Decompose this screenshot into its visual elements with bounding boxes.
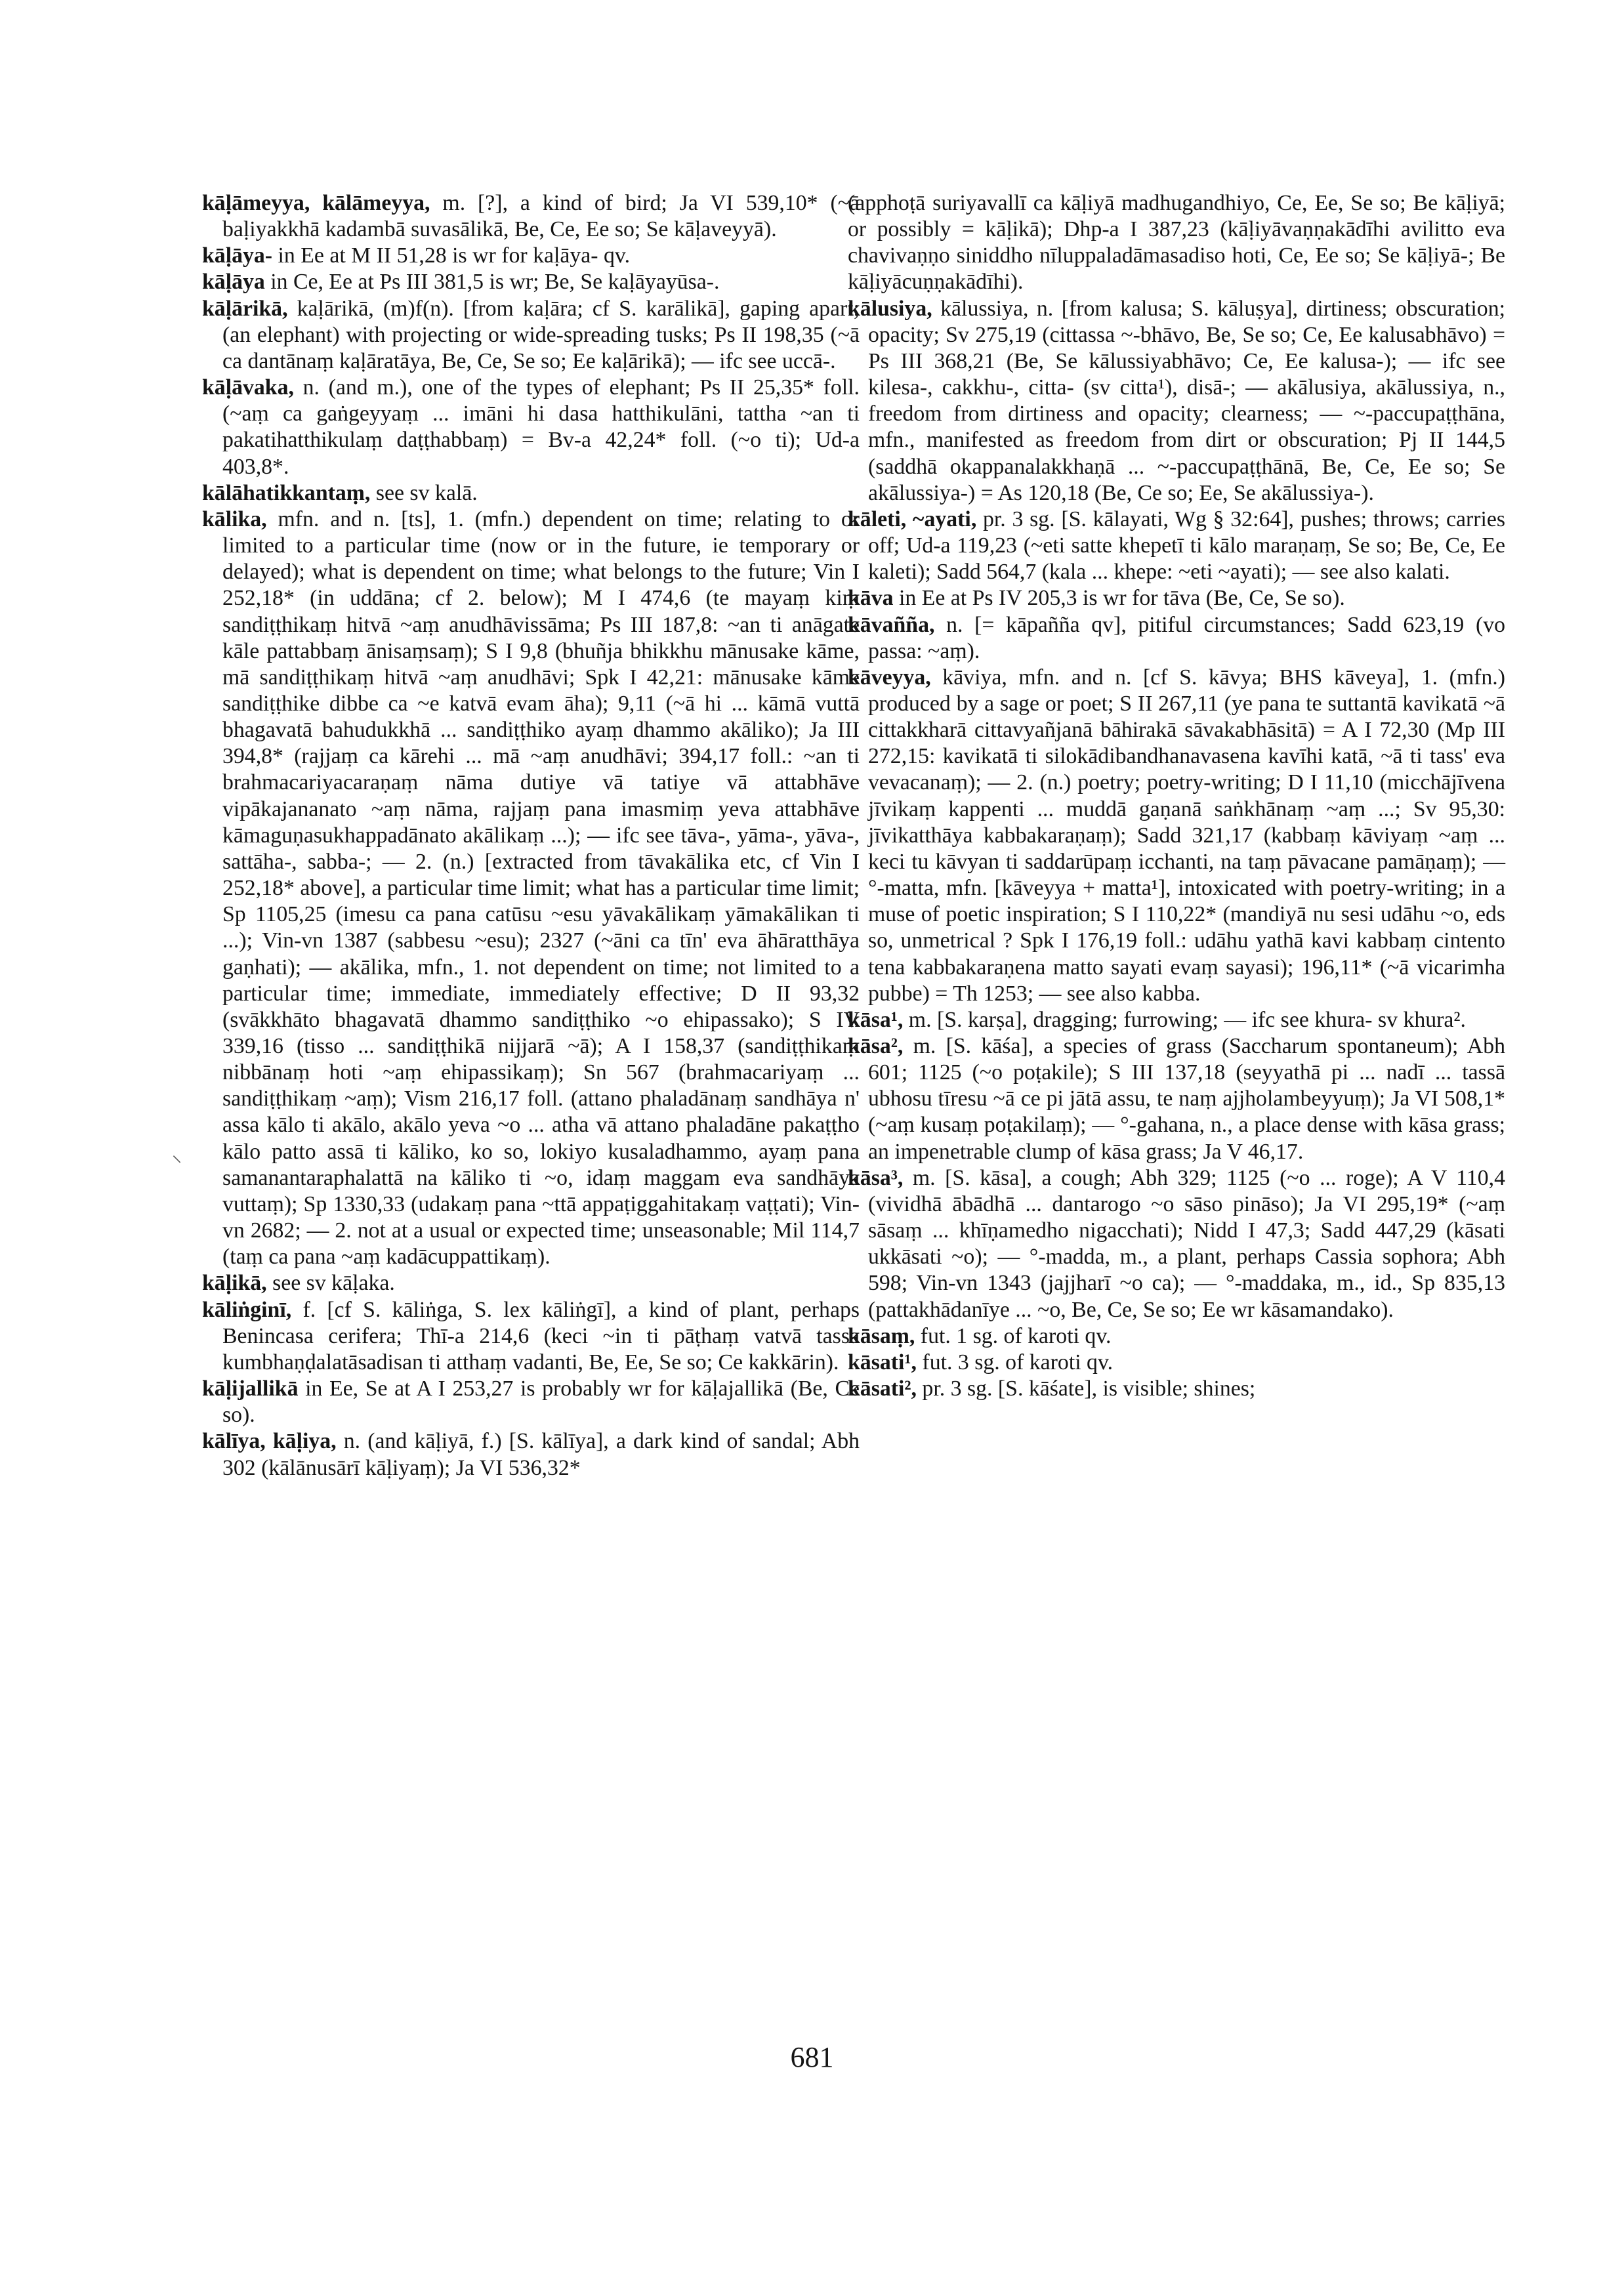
entry-headword: kālāhatikkantaṃ, (202, 480, 371, 505)
entry-headword: kāsaṃ, (848, 1323, 915, 1348)
dictionary-entry (848, 1033, 1505, 1165)
entry-headword: kāsa², (848, 1034, 904, 1058)
dictionary-entry (848, 585, 1505, 611)
entry-headword: kālika, (202, 507, 267, 531)
entry-body: see sv kāḷaka. (266, 1271, 395, 1296)
entry-body: m. [S. kāsa], a cough; Abh 329; 1125 (~o ... roge); A V 110,4 (vividhā ābādhā ... dantarogo ~o sāso pināso); Ja VI 295,19* (~aṃ sāsaṃ ... khīṇamedho nigacchati); Nidd I 47,3; Sadd 447,29 (kāsati ukkāsati ~o); — °-madda, m., a plant, perhaps Cassia sophora; Abh 598; Vin-vn 1343 (jajjharī ~o ca); — °-maddaka, m., id., Sp 835,13 (pattakhādanīye ... ~o, Be, Ce, Se so; Ee wr kāsamandako). (868, 1165, 1505, 1322)
entry-headword: kāsati¹, (848, 1350, 917, 1375)
entry-headword: kāleti, ~ayati, (848, 507, 977, 531)
dictionary-entry (202, 296, 860, 375)
entry-headword: kālusiya, (848, 296, 932, 321)
entry-headword: kāsa¹, (848, 1007, 904, 1032)
entry-body: in Ee, Se at A I 253,27 is probably wr for kāḷajallikā (Be, Ce so). (222, 1376, 860, 1428)
entry-headword: kāva (848, 586, 894, 611)
entry-headword: kāvañña, (848, 612, 935, 637)
dictionary-entry (848, 1165, 1505, 1323)
dictionary-entry (202, 1270, 860, 1296)
entry-body: pr. 3 sg. [S. kāśate], is visible; shines; (916, 1376, 1256, 1401)
dictionary-entry (848, 1350, 1505, 1376)
entry-headword: kāḷāvaka, (202, 375, 294, 400)
entry-headword: kāḷāmeyya, kālāmeyya, (202, 191, 430, 215)
entry-headword: kāḷijallikā (202, 1376, 299, 1401)
dictionary-entry (202, 480, 860, 507)
entry-headword: kāveyya, (848, 665, 931, 690)
entry-body: n. (and m.), one of the types of elephant; Ps II 25,35* foll. (~aṃ ca gaṅgeyyaṃ ... imāni hi dasa hatthikulāni, tattha ~an ti pakatihatthikulaṃ daṭṭhabbaṃ) = Bv-a 42,24* foll. (~o ti); Ud-a 403,8*. (222, 375, 860, 479)
dictionary-entry (202, 190, 860, 243)
dictionary-entry (848, 296, 1505, 507)
entry-body: f. [cf S. kāliṅga, S. lex kāliṅgī], a kind of plant, perhaps Benincasa cerifera; Thī-a 214,6 (keci ~in ti pāṭhaṃ vatvā tassa kumbhaṇḍalatāsadisan ti atthaṃ vadanti, Be, Ee, Se so; Ce kakkārin). (222, 1297, 860, 1375)
dictionary-entry (202, 375, 860, 480)
entry-headword: kāsati², (848, 1376, 917, 1401)
entry-body: n. [= kāpañña qv], pitiful circumstances; Sadd 623,19 (vo passa: ~aṃ). (868, 612, 1505, 663)
dictionary-entry (202, 507, 860, 1271)
entry-body: pr. 3 sg. [S. kālayati, Wg § 32:64], pushes; throws; carries off; Ud-a 119,23 (~eti satte khepetī ti kālo maraṇaṃ, Se so; Be, Ce, Ee kaleti); Sadd 564,7 (kala ... khepe: ~eti ~ayati); — see also kalati. (868, 507, 1505, 585)
dictionary-entry (202, 269, 860, 295)
entry-body: kāviya, mfn. and n. [cf S. kāvya; BHS kāveya], 1. (mfn.) produced by a sage or poet; S II 267,11 (ye pana te suttantā kavikatā ~ā cittakkharā cittavyañjanā bāhirakā sāvakabhāsitā) = A I 72,30 (Mp III 272,15: kavikatā ti silokādibandhanavasena kavīhi katā, ~ā ti tass' eva vevacanaṃ); — 2. (n.) poetry; poetry-writing; D I 11,10 (micchājīvena jīvikaṃ kappenti ... muddā gaṇanā saṅkhānaṃ ~aṃ ...; Sv 95,30: jīvikatthāya kabbakaraṇaṃ); Sadd 321,17 (kabbaṃ kāviyaṃ ~aṃ ... keci tu kāvyan ti saddarūpaṃ icchanti, na taṃ pāvacane pamāṇaṃ); — °-matta, mfn. [kāveyya + matta¹], intoxicated with poetry-writing; in a muse of poetic inspiration; S I 110,22* (mandiyā nu sesi udāhu ~o, eds so, unmetrical ? Spk I 176,19 foll.: udāhu yathā kavi kabbaṃ cintento tena kabbakaraṇena matto sayati evaṃ sayasi); 196,11* (~ā vicarimha pubbe) = Th 1253; — see also kabba. (868, 665, 1505, 1006)
left-column (202, 190, 860, 1481)
dictionary-entry (202, 1376, 860, 1428)
entry-body: see sv kalā. (370, 480, 478, 505)
entry-body: mfn. and n. [ts], 1. (mfn.) dependent on time; relating to or limited to a particular time (now or in the future, ie temporary or delayed); what is dependent on time; what belongs to the future; Vin I 252,18* (in uddāna; cf 2. below); M I 474,6 (te mayaṃ kiṃ sandiṭṭhikaṃ hitvā ~aṃ anudhāvissāma; Ps III 187,8: ~an ti anāgate kāle pattabbaṃ ānisaṃsaṃ); S I 9,8 (bhuñja bhikkhu mānusake kāme, mā sandiṭṭhikaṃ hitvā ~aṃ anudhāvi; Spk I 42,21: mānusake kāme sandiṭṭhike dibbe ca ~e katvā evam āha); 9,11 (~ā hi ... kāmā vuttā bhagavatā bahudukkhā ... sandiṭṭhiko ayaṃ dhammo akāliko); Ja III 394,8* (rajjaṃ ca kārehi ... mā ~aṃ anudhāvi; 394,17 foll.: ~an ti brahmacariyacaraṇaṃ nāma dutiye vā tatiye vā attabhāve vipākajananato ~aṃ nāma, rajjaṃ pana imasmiṃ yeva attabhāve kāmaguṇasukhappadānato akālikaṃ ...); — ifc see tāva-, yāma-, yāva-, sattāha-, sabba-; — 2. (n.) [extracted from tāvakālika etc, cf Vin I 252,18* above], a particular time limit; what has a particular time limit; Sp 1105,25 (imesu ca pana catūsu ~esu yāvakālikaṃ yāmakālikan ti ...); Vin-vn 1387 (sabbesu ~esu); 2327 (~āni ca tīn' eva āhāratthāya gaṇhati); — akālika, mfn., 1. not dependent on time; not limited to a particular time; immediate, immediately effective; D II 93,32 (svākkhāto bhagavatā dhammo sandiṭṭhiko ~o ehipassako); S IV 339,16 (tisso ... sandiṭṭhikā nijjarā ~ā); A I 158,37 (sandiṭṭhikaṃ nibbānaṃ hoti ~aṃ ehipassikaṃ); Sn 567 (brahmacariyaṃ ... sandiṭṭhikaṃ ~aṃ); Vism 216,17 foll. (attano phaladānaṃ sandhāya n' assa kālo ti akālo, akālo yeva ~o ... atha vā attano phaladāne pakaṭṭho kālo patto assā ti kāliko, ko so, lokiyo kusaladhammo, ayaṃ pana samanantaraphalattā na kāliko ti ~o, idaṃ maggam eva sandhāya vuttaṃ); Sp 1330,33 (udakaṃ pana ~ttā appaṭiggahitakaṃ vaṭṭati); Vin-vn 2682; — 2. not at a usual or expected time; unseasonable; Mil 114,7 (taṃ ca pana ~aṃ kadācuppattikaṃ). (222, 507, 860, 1270)
dictionary-entry (848, 612, 1505, 665)
entry-body: in Ee at Ps IV 205,3 is wr for tāva (Be, Ce, Se so). (893, 586, 1345, 611)
dictionary-entry (848, 507, 1505, 585)
entry-body: kālussiya, n. [from kalusa; S. kāluṣya], dirtiness; obscuration; opacity; Sv 275,19 (cittassa ~-bhāvo, Be, Se so; Ce, Ee kalusabhāvo) = Ps III 368,21 (Be, Se kālussiyabhāvo; Ce, Ee kalusa-); — ifc see kilesa-, cakkhu-, citta- (sv citta¹), disā-; — akālusiya, akālussiya, n., freedom from dirtiness and opacity; clearness; — ~-paccupaṭṭhāna, mfn., manifested as freedom from dirt or obscuration; Pj II 144,5 (saddhā okappanalakkhaṇā ... ~-paccupaṭṭhānā, Be, Ce, Ee so; Se akālussiya-) = As 120,18 (Be, Ce so; Ee, Se akālussiya-). (868, 296, 1505, 505)
entry-body: n. (and kāḷiyā, f.) [S. kālīya], a dark kind of sandal; Abh 302 (kālānusārī kāḷiyaṃ); Ja VI 536,32* (222, 1429, 860, 1480)
entry-headword: kāḷārikā, (202, 296, 288, 321)
entry-body: m. [S. kāśa], a species of grass (Saccharum spontaneum); Abh 601; 1125 (~o poṭakile); S III 137,18 (seyyathā pi ... nadī ... tassā ubhosu tīresu ~ā ce pi jātā assu, te naṃ ajjholambeyyuṃ); Ja VI 508,1* (~aṃ kusaṃ poṭakilaṃ); — °-gahana, n., a place dense with kāsa grass; an impenetrable clump of kāsa grass; Ja V 46,17. (868, 1034, 1505, 1164)
page-number: 681 (790, 2041, 834, 2073)
dictionary-entry (848, 1323, 1505, 1350)
entry-body: kaḷārikā, (m)f(n). [from kaḷāra; cf S. karālikā], gaping apart; (an elephant) with projecting or wide-spreading tusks; Ps II 198,35 (~ā ca dantānaṃ kaḷāratāya, Be, Ce, Se so; Ee kaḷārikā); — ifc see uccā-. (222, 296, 860, 373)
right-column (848, 190, 1505, 1402)
entry-body: m. [S. karṣa], dragging; furrowing; — ifc see khura- sv khura². (903, 1007, 1466, 1032)
entry-headword: kāliṅginī, (202, 1297, 292, 1322)
entry-continuation (848, 190, 1505, 296)
entry-headword: kālīya, kāḷiya, (202, 1429, 337, 1454)
scan-speck-mark: ⸜ (172, 1144, 182, 1167)
entry-body: fut. 1 sg. of karoti qv. (915, 1323, 1112, 1348)
dictionary-entry (202, 1297, 860, 1376)
entry-body: m. [?], a kind of bird; Ja VI 539,10* (~ā baḷiyakkhā kadambā suvasālikā, Be, Ce, Ee so; Se kāḷaveyyā). (222, 191, 860, 242)
dictionary-entry (848, 1376, 1505, 1402)
entry-headword: kāḷikā, (202, 1271, 267, 1296)
entry-body: in Ce, Ee at Ps III 381,5 is wr; Be, Se kaḷāyayūsa-. (264, 270, 720, 295)
dictionary-entry (202, 1428, 860, 1481)
entry-headword: kāḷāya (202, 270, 265, 295)
dictionary-entry (848, 1007, 1505, 1033)
dictionary-entry (848, 665, 1505, 1007)
entry-headword: kāḷāya- (202, 243, 273, 268)
entry-headword: kāsa³, (848, 1165, 904, 1190)
entry-body: fut. 3 sg. of karoti qv. (916, 1350, 1114, 1375)
entry-body: (apphoṭā suriyavallī ca kāḷiyā madhugandhiyo, Ce, Ee, Se so; Be kāḷiyā; or possibly = kāḷikā); Dhp-a I 387,23 (kāḷiyāvaṇṇakādīhi avilitto eva chavivaṇṇo siniddho nīluppaladāmasadiso hoti, Ce, Ee so; Se kāḷiyā-; Be kāḷiyācuṇṇakādīhi). (848, 191, 1505, 295)
dictionary-entry (202, 243, 860, 269)
entry-body: in Ee at M II 51,28 is wr for kaḷāya- qv. (272, 243, 631, 268)
